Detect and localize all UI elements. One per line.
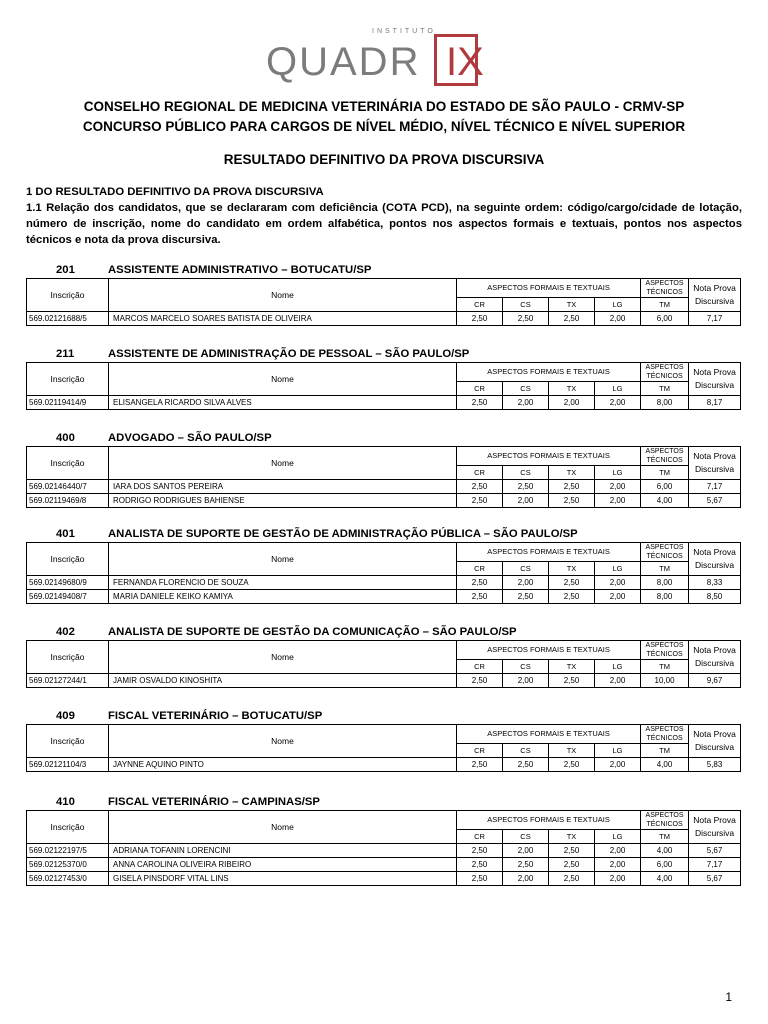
table-row — [27, 494, 741, 508]
section-code: 401 — [56, 528, 75, 540]
header-tm: TM — [641, 562, 689, 576]
cell-inscricao: 569.02127453/0 — [27, 872, 109, 886]
cell-nota: 7,17 — [689, 858, 741, 872]
header-nome: Nome — [109, 641, 457, 674]
intro-block — [26, 184, 742, 248]
section-title — [26, 346, 740, 362]
header-aspectos-tecnicos: ASPECTOS TÉCNICOS — [641, 543, 689, 562]
header-lg: LG — [595, 466, 641, 480]
section-code: 400 — [56, 432, 75, 444]
cell-cr: 2,50 — [457, 494, 503, 508]
cell-tm: 8,00 — [641, 590, 689, 604]
cell-nota: 8,50 — [689, 590, 741, 604]
cell-lg: 2,00 — [595, 480, 641, 494]
cell-tm: 4,00 — [641, 494, 689, 508]
section-code: 409 — [56, 710, 75, 722]
header-nome: Nome — [109, 279, 457, 312]
cell-cs: 2,50 — [503, 858, 549, 872]
cell-cr: 2,50 — [457, 590, 503, 604]
header-aspectos-formais: ASPECTOS FORMAIS E TEXTUAIS — [457, 725, 641, 744]
cell-cr: 2,50 — [457, 858, 503, 872]
cell-cs: 2,50 — [503, 480, 549, 494]
cell-inscricao: 569.02119414/9 — [27, 396, 109, 410]
header-cs: CS — [503, 744, 549, 758]
header-nota: Nota Prova Discursiva — [689, 543, 741, 576]
logo-instituto-text: INSTITUTO — [372, 28, 436, 35]
section-cargo: FISCAL VETERINÁRIO – CAMPINAS/SP — [108, 796, 320, 808]
cell-nota: 5,67 — [689, 844, 741, 858]
section-title — [26, 794, 740, 810]
header-nome: Nome — [109, 725, 457, 758]
cell-tm: 8,00 — [641, 396, 689, 410]
header-aspectos-tecnicos: ASPECTOS TÉCNICOS — [641, 279, 689, 298]
cell-cr: 2,50 — [457, 674, 503, 688]
table-row — [27, 590, 741, 604]
header-tx: TX — [549, 660, 595, 674]
header-tx: TX — [549, 744, 595, 758]
cell-tx: 2,50 — [549, 758, 595, 772]
cell-cr: 2,50 — [457, 480, 503, 494]
header-lg: LG — [595, 660, 641, 674]
header-cs: CS — [503, 830, 549, 844]
section-401 — [26, 526, 740, 604]
cell-inscricao: 569.02121104/3 — [27, 758, 109, 772]
cell-inscricao: 569.02125370/0 — [27, 858, 109, 872]
cell-tm: 4,00 — [641, 872, 689, 886]
results-table — [26, 810, 741, 886]
header-cr: CR — [457, 744, 503, 758]
results-table — [26, 362, 741, 410]
cell-nota: 7,17 — [689, 480, 741, 494]
cell-nome: ANNA CAROLINA OLIVEIRA RIBEIRO — [109, 858, 457, 872]
header-line-1: CONSELHO REGIONAL DE MEDICINA VETERINÁRIA DO ESTADO DE SÃO PAULO - CRMV-SP — [83, 99, 685, 114]
header-cr: CR — [457, 660, 503, 674]
header-tx: TX — [549, 466, 595, 480]
header-cr: CR — [457, 562, 503, 576]
cell-tx: 2,50 — [549, 872, 595, 886]
cell-tx: 2,00 — [549, 396, 595, 410]
cell-nota: 8,33 — [689, 576, 741, 590]
header-nota: Nota Prova Discursiva — [689, 363, 741, 396]
header-inscricao: Inscrição — [27, 811, 109, 844]
header-tx: TX — [549, 562, 595, 576]
header-inscricao: Inscrição — [27, 447, 109, 480]
header-aspectos-formais: ASPECTOS FORMAIS E TEXTUAIS — [457, 641, 641, 660]
section-409 — [26, 708, 740, 772]
header-lg: LG — [595, 562, 641, 576]
section-410 — [26, 794, 740, 886]
header-lg: LG — [595, 830, 641, 844]
cell-tx: 2,50 — [549, 494, 595, 508]
cell-tx: 2,50 — [549, 312, 595, 326]
cell-lg: 2,00 — [595, 396, 641, 410]
cell-lg: 2,00 — [595, 872, 641, 886]
header-nota: Nota Prova Discursiva — [689, 641, 741, 674]
section-211 — [26, 346, 740, 410]
quadrix-logo — [266, 30, 482, 90]
cell-nome: JAYNNE AQUINO PINTO — [109, 758, 457, 772]
header-aspectos-formais: ASPECTOS FORMAIS E TEXTUAIS — [457, 363, 641, 382]
logo-main-text: QUADR — [266, 40, 421, 84]
section-title — [26, 430, 740, 446]
cell-tx: 2,50 — [549, 858, 595, 872]
cell-nome: JAMIR OSVALDO KINOSHITA — [109, 674, 457, 688]
table-row — [27, 758, 741, 772]
cell-lg: 2,00 — [595, 844, 641, 858]
header-aspectos-formais: ASPECTOS FORMAIS E TEXTUAIS — [457, 447, 641, 466]
cell-tx: 2,50 — [549, 844, 595, 858]
header-aspectos-tecnicos: ASPECTOS TÉCNICOS — [641, 725, 689, 744]
table-row — [27, 576, 741, 590]
cell-inscricao: 569.02127244/1 — [27, 674, 109, 688]
table-row — [27, 844, 741, 858]
cell-tm: 10,00 — [641, 674, 689, 688]
cell-cs: 2,00 — [503, 844, 549, 858]
cell-tx: 2,50 — [549, 674, 595, 688]
table-row — [27, 396, 741, 410]
table-row — [27, 858, 741, 872]
section-cargo: ASSISTENTE ADMINISTRATIVO – BOTUCATU/SP — [108, 264, 372, 276]
section-code: 410 — [56, 796, 75, 808]
header-nome: Nome — [109, 543, 457, 576]
cell-cs: 2,50 — [503, 758, 549, 772]
header-cr: CR — [457, 830, 503, 844]
cell-inscricao: 569.02122197/5 — [27, 844, 109, 858]
cell-tm: 6,00 — [641, 858, 689, 872]
header-cs: CS — [503, 298, 549, 312]
cell-nome: RODRIGO RODRIGUES BAHIENSE — [109, 494, 457, 508]
section-title — [26, 624, 740, 640]
results-table — [26, 446, 741, 508]
cell-inscricao: 569.02119469/8 — [27, 494, 109, 508]
section-cargo: ASSISTENTE DE ADMINISTRAÇÃO DE PESSOAL – SÃO PAULO/SP — [108, 348, 470, 360]
header-nome: Nome — [109, 447, 457, 480]
header-lg: LG — [595, 382, 641, 396]
header-inscricao: Inscrição — [27, 641, 109, 674]
logo-ix-text: IX — [446, 40, 484, 84]
section-cargo: FISCAL VETERINÁRIO – BOTUCATU/SP — [108, 710, 323, 722]
cell-inscricao: 569.02149408/7 — [27, 590, 109, 604]
cell-nome: MARCOS MARCELO SOARES BATISTA DE OLIVEIRA — [109, 312, 457, 326]
header-tm: TM — [641, 744, 689, 758]
header-cs: CS — [503, 562, 549, 576]
section-code: 201 — [56, 264, 75, 276]
header-aspectos-tecnicos: ASPECTOS TÉCNICOS — [641, 363, 689, 382]
section-cargo: ANALISTA DE SUPORTE DE GESTÃO DE ADMINISTRAÇÃO PÚBLICA – SÃO PAULO/SP — [108, 528, 578, 540]
header-cs: CS — [503, 660, 549, 674]
header-tm: TM — [641, 298, 689, 312]
cell-lg: 2,00 — [595, 758, 641, 772]
header-aspectos-formais: ASPECTOS FORMAIS E TEXTUAIS — [457, 279, 641, 298]
header-aspectos-tecnicos: ASPECTOS TÉCNICOS — [641, 447, 689, 466]
section-201 — [26, 262, 740, 326]
results-table — [26, 640, 741, 688]
header-cs: CS — [503, 382, 549, 396]
section-title — [26, 262, 740, 278]
header-nota: Nota Prova Discursiva — [689, 811, 741, 844]
cell-nome: IARA DOS SANTOS PEREIRA — [109, 480, 457, 494]
cell-cr: 2,50 — [457, 576, 503, 590]
section-cargo: ADVOGADO – SÃO PAULO/SP — [108, 432, 272, 444]
header-tm: TM — [641, 382, 689, 396]
page-number: 1 — [725, 990, 732, 1004]
cell-cs: 2,50 — [503, 590, 549, 604]
header-nome: Nome — [109, 363, 457, 396]
results-table — [26, 542, 741, 604]
cell-tx: 2,50 — [549, 576, 595, 590]
header-cr: CR — [457, 382, 503, 396]
header-tm: TM — [641, 830, 689, 844]
cell-inscricao: 569.02121688/5 — [27, 312, 109, 326]
section-cargo: ANALISTA DE SUPORTE DE GESTÃO DA COMUNICAÇÃO – SÃO PAULO/SP — [108, 626, 517, 638]
cell-lg: 2,00 — [595, 312, 641, 326]
header-inscricao: Inscrição — [27, 543, 109, 576]
header-tx: TX — [549, 382, 595, 396]
cell-nota: 5,67 — [689, 494, 741, 508]
cell-cr: 2,50 — [457, 844, 503, 858]
cell-cs: 2,00 — [503, 396, 549, 410]
cell-nome: GISELA PINSDORF VITAL LINS — [109, 872, 457, 886]
header-tm: TM — [641, 660, 689, 674]
header-nome: Nome — [109, 811, 457, 844]
cell-nome: FERNANDA FLORENCIO DE SOUZA — [109, 576, 457, 590]
cell-nome: ELISANGELA RICARDO SILVA ALVES — [109, 396, 457, 410]
cell-nome: ADRIANA TOFANIN LORENCINI — [109, 844, 457, 858]
header-cs: CS — [503, 466, 549, 480]
header-inscricao: Inscrição — [27, 279, 109, 312]
header-tx: TX — [549, 298, 595, 312]
results-table — [26, 724, 741, 772]
header-cr: CR — [457, 298, 503, 312]
results-table — [26, 278, 741, 326]
cell-inscricao: 569.02146440/7 — [27, 480, 109, 494]
cell-nota: 7,17 — [689, 312, 741, 326]
cell-cr: 2,50 — [457, 396, 503, 410]
section-title — [26, 526, 740, 542]
header-aspectos-tecnicos: ASPECTOS TÉCNICOS — [641, 811, 689, 830]
cell-lg: 2,00 — [595, 674, 641, 688]
cell-cs: 2,00 — [503, 872, 549, 886]
cell-nota: 5,83 — [689, 758, 741, 772]
cell-nota: 9,67 — [689, 674, 741, 688]
table-row — [27, 480, 741, 494]
table-row — [27, 674, 741, 688]
section-400 — [26, 430, 740, 508]
cell-tx: 2,50 — [549, 480, 595, 494]
cell-tm: 8,00 — [641, 576, 689, 590]
cell-cr: 2,50 — [457, 312, 503, 326]
cell-cs: 2,00 — [503, 576, 549, 590]
header-inscricao: Inscrição — [27, 725, 109, 758]
cell-lg: 2,00 — [595, 858, 641, 872]
table-row — [27, 872, 741, 886]
table-row — [27, 312, 741, 326]
section-code: 402 — [56, 626, 75, 638]
cell-tm: 6,00 — [641, 312, 689, 326]
header-nota: Nota Prova Discursiva — [689, 725, 741, 758]
cell-tm: 6,00 — [641, 480, 689, 494]
cell-nota: 5,67 — [689, 872, 741, 886]
cell-inscricao: 569.02149680/9 — [27, 576, 109, 590]
cell-tm: 4,00 — [641, 844, 689, 858]
header-aspectos-formais: ASPECTOS FORMAIS E TEXTUAIS — [457, 811, 641, 830]
header-tx: TX — [549, 830, 595, 844]
cell-cr: 2,50 — [457, 758, 503, 772]
cell-nota: 8,17 — [689, 396, 741, 410]
header-nota: Nota Prova Discursiva — [689, 279, 741, 312]
header-lg: LG — [595, 298, 641, 312]
header-line-2: CONCURSO PÚBLICO PARA CARGOS DE NÍVEL MÉDIO, NÍVEL TÉCNICO E NÍVEL SUPERIOR — [82, 119, 686, 134]
cell-lg: 2,00 — [595, 494, 641, 508]
cell-cs: 2,50 — [503, 312, 549, 326]
header-aspectos-formais: ASPECTOS FORMAIS E TEXTUAIS — [457, 543, 641, 562]
cell-cs: 2,00 — [503, 494, 549, 508]
page-subtitle: RESULTADO DEFINITIVO DA PROVA DISCURSIVA — [223, 152, 545, 167]
header-aspectos-tecnicos: ASPECTOS TÉCNICOS — [641, 641, 689, 660]
cell-tm: 4,00 — [641, 758, 689, 772]
intro-paragraph: 1.1 Relação dos candidatos, que se declararam com deficiência (COTA PCD), na seguinte ordem: código/cargo/cidade de lotação, número de inscrição, nome do candidato em ordem alfabética, pontos nos aspectos formais e textuais, pontos nos aspectos técnicos e nota da prova discursiva. — [26, 202, 742, 246]
cell-lg: 2,00 — [595, 576, 641, 590]
header-nota: Nota Prova Discursiva — [689, 447, 741, 480]
section-code: 211 — [56, 348, 75, 360]
cell-tx: 2,50 — [549, 590, 595, 604]
cell-cr: 2,50 — [457, 872, 503, 886]
section-402 — [26, 624, 740, 688]
cell-lg: 2,00 — [595, 590, 641, 604]
header-cr: CR — [457, 466, 503, 480]
header-inscricao: Inscrição — [27, 363, 109, 396]
cell-cs: 2,00 — [503, 674, 549, 688]
section-title — [26, 708, 740, 724]
header-tm: TM — [641, 466, 689, 480]
intro-heading: 1 DO RESULTADO DEFINITIVO DA PROVA DISCURSIVA — [26, 186, 324, 198]
cell-nome: MARIA DANIELE KEIKO KAMIYA — [109, 590, 457, 604]
header-lg: LG — [595, 744, 641, 758]
